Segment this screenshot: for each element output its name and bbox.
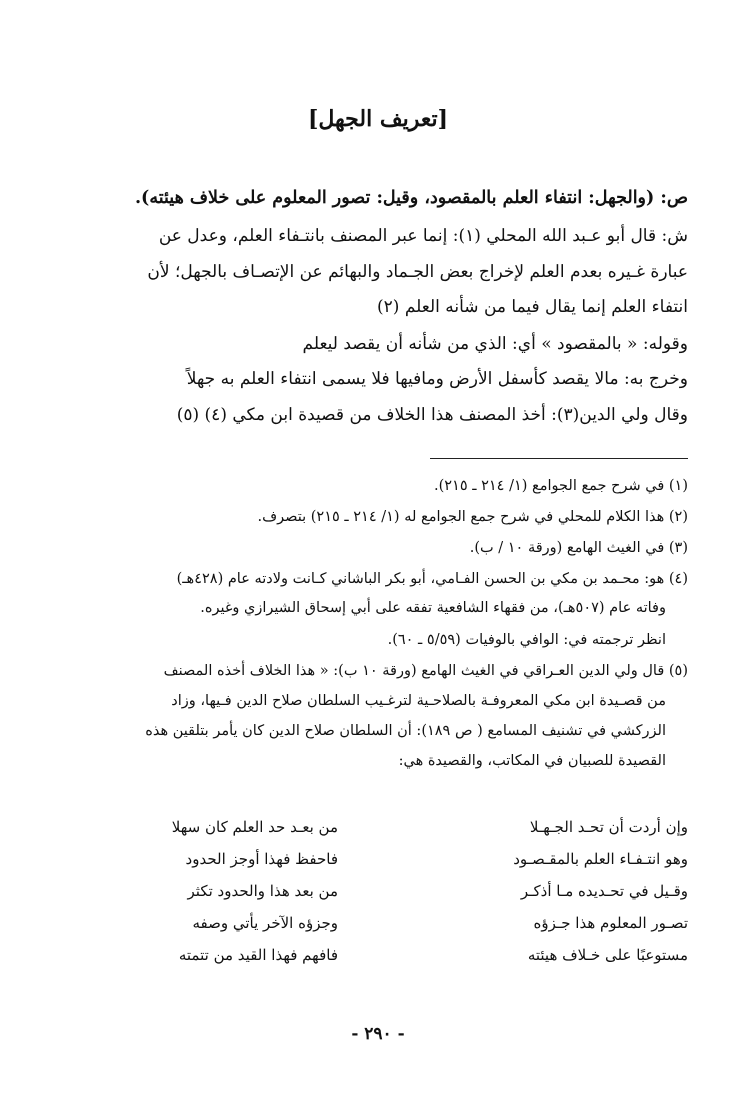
verse-hemistich: من بعد هذا والحدود تكثر [187,882,338,900]
footnote-continuation: انظر ترجمته في: الوافي بالوفيات (٥/٥٩ ـ ٦٠). [387,632,666,648]
page-number: - ٢٩٠ - [351,1024,405,1044]
verse-hemistich: من بعـد حد العلم كان سهلا [171,818,338,836]
verse-hemistich: وقـيل في تحـديده مـا أذكـر [520,882,688,900]
verse-hemistich: مستوعبًا على خـلاف هيئته [527,946,688,964]
verse-hemistich: فافهم فهذا القيد من تتمته [178,946,338,964]
verse-hemistich: وجزؤه الآخر يأتي وصفه [192,914,338,932]
footnote: (٣) في الغيث الهامع (ورقة ١٠ / ب). [469,540,688,556]
verse-hemistich: وإن أردت أن تحـد الجـهـلا [529,818,688,836]
text-line: ص: (والجهل: انتفاء العلم بالمقصود، وقيل: تصور المعلوم على خلاف هيئته). [134,188,688,208]
footnote: (١) في شرح جمع الجوامع (١/ ٢١٤ ـ ٢١٥). [433,478,688,494]
verse-hemistich: وهو انتـفـاء العلم بالمقـصـود [513,850,688,868]
text-line: وقال ولي الدين(٣): أخذ المصنف هذا الخلاف من قصيدة ابن مكي (٤) (٥) [176,405,688,425]
footnote-continuation: الزركشي في تشنيف المسامع ( ص ١٨٩): أن السلطان صلاح الدين كان يأمر بتلقين هذه [145,723,666,739]
footnote-continuation: وفاته عام (٥٠٧هـ)، من فقهاء الشافعية تفقه على أبي إسحاق الشيرازي وغيره. [200,600,666,616]
section-title: [تعريف الجهل] [307,106,449,132]
footnote: (٤) هو: محـمد بن مكي بن الحسن الفـامي، أبو بكر الباشاني كـانت ولادته عام (٤٢٨هـ) [176,571,688,587]
text-line: انتفاء العلم إنما يقال فيما من شأنه العلم (٢) [377,297,688,317]
text-line: وخرج به: مالا يقصد كأسفل الأرض ومافيها فلا يسمى انتفاء العلم به جهلاً [186,369,688,389]
footnote-continuation: من قصـيدة ابن مكي المعروفـة بالصلاحـية لترغـيب السلطان صلاح الدين فـيها، وزاد [171,693,666,709]
verse-hemistich: تصـور المعلوم هذا جـزؤه [533,914,688,932]
footnote: (٢) هذا الكلام للمحلي في شرح جمع الجوامع له (١/ ٢١٤ ـ ٢١٥) بتصرف. [257,509,688,525]
text-line: عبارة غـيره بعدم العلم لإخراج بعض الجـماد والبهائم عن الإتصـاف بالجهل؛ لأن [147,262,688,282]
verse-hemistich: فاحفظ فهذا أوجز الحدود [185,850,338,868]
text-line: ش: قال أبو عـبد الله المحلي (١): إنما عبر المصنف بانتـفاء العلم، وعدل عن [158,226,688,246]
footnote-divider [430,458,688,459]
footnote-continuation: القصيدة للصبيان في المكاتب، والقصيدة هي: [398,753,666,769]
text-line: وقوله: « بالمقصود » أي: الذي من شأنه أن يقصد ليعلم [302,334,688,354]
footnote: (٥) قال ولي الدين العـراقي في الغيث الهامع (ورقة ١٠ ب): « هذا الخلاف أخذه المصنف [163,663,688,679]
